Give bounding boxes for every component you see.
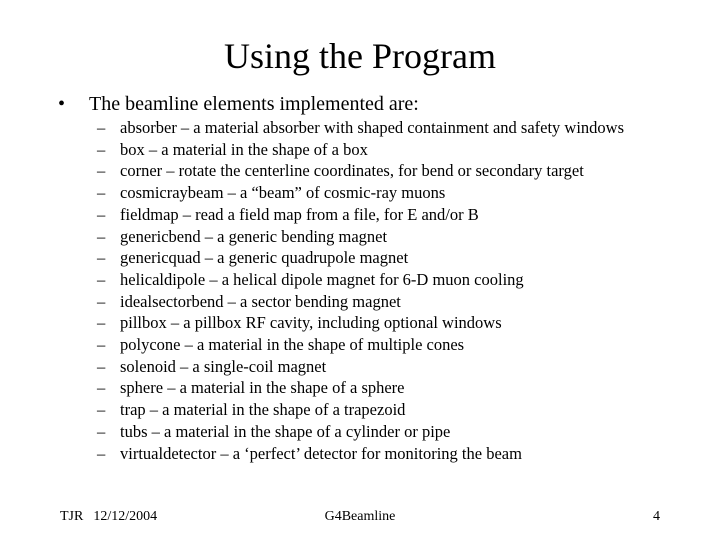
list-item-text: genericquad – a generic quadrupole magnet (120, 248, 409, 268)
dash-icon: – (97, 335, 106, 355)
list-item-text: polycone – a material in the shape of multiple cones (120, 335, 465, 355)
list-item-text: cosmicraybeam – a “beam” of cosmic-ray muons (120, 183, 446, 203)
list-item-text: fieldmap – read a field map from a file, for E and/or B (120, 204, 479, 224)
bullet-icon: • (58, 93, 66, 115)
list-item (97, 399, 624, 421)
footer-title: G4Beamline (324, 509, 396, 524)
list-item (97, 356, 624, 378)
dash-icon: – (97, 269, 106, 289)
list-item (97, 247, 624, 269)
dash-icon: – (97, 226, 106, 246)
list-item (97, 226, 624, 248)
page-number: 4 (653, 509, 660, 524)
list-item-text: helicaldipole – a helical dipole magnet for 6-D muon cooling (120, 269, 524, 289)
list-item-text: trap – a material in the shape of a trapezoid (120, 400, 406, 420)
dash-icon: – (97, 421, 106, 441)
list-item-text: corner – rotate the centerline coordinates, for bend or secondary target (120, 161, 584, 181)
list-item (97, 443, 624, 465)
list-item-text: absorber – a material absorber with shaped containment and safety windows (120, 118, 625, 137)
footer-author: TJR (60, 509, 84, 524)
intro-bullet (58, 92, 419, 116)
list-item (97, 377, 624, 399)
list-item-text: genericbend – a generic bending magnet (120, 226, 388, 246)
list-item-text: solenoid – a single-coil magnet (120, 356, 327, 376)
dash-icon: – (97, 291, 106, 311)
dash-icon: – (97, 443, 106, 463)
list-item (97, 139, 624, 161)
list-item-text: tubs – a material in the shape of a cylinder or pipe (120, 421, 451, 441)
dash-icon: – (97, 313, 106, 333)
dash-icon: – (97, 139, 106, 159)
dash-icon: – (97, 378, 106, 398)
list-item (97, 312, 624, 334)
dash-icon: – (97, 400, 106, 420)
list-item (97, 334, 624, 356)
list-item-text: idealsectorbend – a sector bending magnet (120, 291, 401, 311)
list-item (97, 117, 624, 139)
intro-text: The beamline elements implemented are: (89, 93, 419, 115)
beamline-element-list (97, 117, 624, 464)
list-item-text: virtualdetector – a ‘perfect’ detector for monitoring the beam (120, 443, 522, 463)
list-item-text: box – a material in the shape of a box (120, 139, 368, 159)
footer-date: 12/12/2004 (93, 509, 158, 524)
list-item (97, 269, 624, 291)
dash-icon: – (97, 204, 106, 224)
list-item (97, 421, 624, 443)
dash-icon: – (97, 356, 106, 376)
list-item (97, 291, 624, 313)
list-item-text: pillbox – a pillbox RF cavity, including optional windows (120, 313, 502, 333)
dash-icon: – (97, 161, 106, 181)
list-item (97, 182, 624, 204)
dash-icon: – (97, 248, 106, 268)
list-item-text: sphere – a material in the shape of a sphere (120, 378, 405, 398)
list-item (97, 204, 624, 226)
list-item (97, 160, 624, 182)
dash-icon: – (97, 118, 106, 137)
slide-title: Using the Program (224, 36, 496, 76)
dash-icon: – (97, 183, 106, 203)
